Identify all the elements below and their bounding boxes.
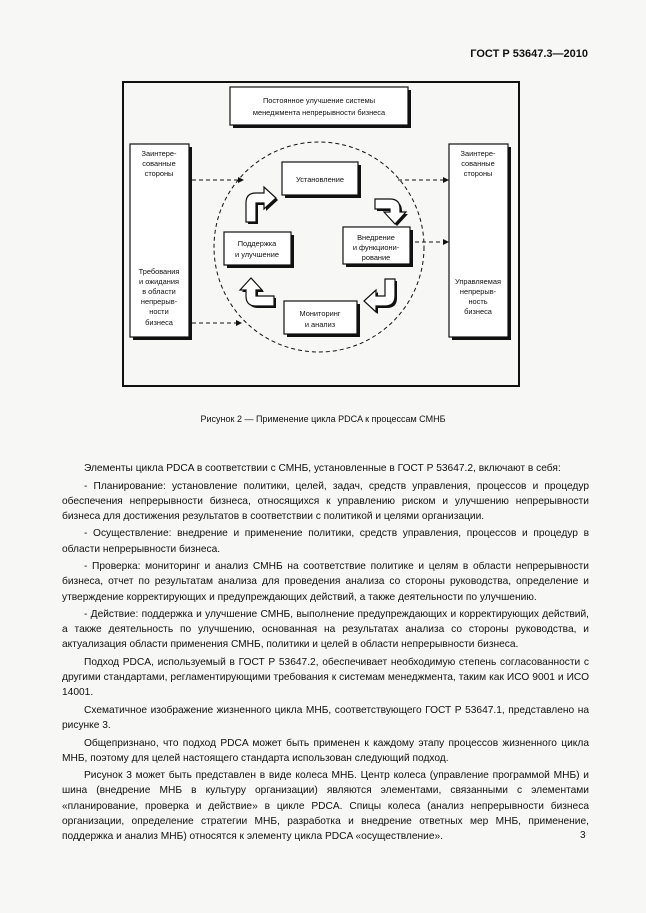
page-number: 3 (580, 830, 586, 841)
step-establish-label: Установление (296, 175, 344, 184)
step-implement-line-2: и функциони- (352, 243, 400, 252)
body-text (62, 461, 589, 847)
left-box-bottom-line-6: бизнеса (145, 318, 173, 327)
paragraph: Общепризнано, что подход PDCA может быть применен к каждому этапу процессов жизненного цикла МНБ, поэтому для целей настоящего стандарта использован следующий подход. (62, 737, 589, 764)
left-box-top-line-1: Заинтере- (141, 149, 177, 158)
paragraph: Схематичное изображение жизненного цикла МНБ, соответствующего ГОСТ Р 53647.1, представлено на рисунке 3. (62, 704, 589, 732)
right-box-bottom-line-1: Управляемая (455, 277, 501, 286)
step-maintain-box (224, 232, 291, 265)
title-box (230, 87, 408, 125)
left-bottom-connector-arrowhead (236, 320, 242, 326)
right-box-bottom-line-4: бизнеса (464, 307, 492, 316)
document-header: ГОСТ Р 53647.3—2010 (470, 48, 588, 60)
arrow-establish-to-implement (375, 199, 408, 226)
right-box-top-line-2: сованные (461, 159, 495, 168)
step-maintain-line-2: и улучшение (235, 250, 279, 259)
paragraph: Подход PDCA, используемый в ГОСТ Р 53647.2, обеспечивает необходимую степень согласованности с другими стандартами, регламентирующими требования к системам менеджмента, таким как ИСО 9001 и ИСО 14001. (62, 656, 589, 699)
step-implement-line-1: Внедрение (357, 233, 395, 242)
left-box-bottom-line-3: в области (142, 287, 176, 296)
arrow-monitor-to-maintain (240, 278, 276, 308)
right-box-bottom-line-3: ность (468, 297, 488, 306)
arrow-maintain-to-establish (246, 187, 278, 224)
paragraph: - Планирование: установление политики, целей, задач, средств управления, процессов и процедур обеспечения непрерывности бизнеса, относящихся к управлению риском и улучшению непрерывности бизнеса для достижения результатов в соответствии с политикой и целями организации. (62, 480, 589, 522)
paragraph: - Осуществление: внедрение и применение политики, средств управления, процессов и процедур в области непрерывности бизнеса. (62, 528, 589, 555)
paragraph: - Проверка: мониторинг и анализ СМНБ на соответствие политике и целям в области непрерывности бизнеса, отчет по результатам анализа для проведения анализа со стороны руководства, определение и утверждение корректирующих и предупреждающих действий, а также деятельности по улучшению. (62, 561, 589, 603)
step-maintain-line-1: Поддержка (237, 239, 277, 248)
paragraph: Элементы цикла PDCA в соответствии с СМНБ, установленные в ГОСТ Р 53647.2, включают в себя: (84, 463, 561, 474)
paragraph: - Действие: поддержка и улучшение СМНБ, выполнение предупреждающих и корректирующих действий, а также деятельность по улучшению, основанная на результатах анализа со стороны руководства, и актуализация области применения СМНБ, политики и целей в области непрерывности бизнеса. (62, 609, 589, 651)
right-box-top-line-3: стороны (463, 169, 493, 178)
figure-caption: Рисунок 2 — Применение цикла PDCA к процессам СМНБ (200, 414, 446, 424)
step-monitor-line-1: Мониторинг (299, 309, 341, 318)
right-top-connector-arrowhead (443, 177, 449, 183)
left-box-top-line-2: сованные (142, 159, 176, 168)
paragraph: Рисунок 3 может быть представлен в виде колеса МНБ. Центр колеса (управление программой МНБ) и шина (внедрение МНБ в культуру организации) являются элементами, связанными с элементами «планирование, проверка и действие» в цикле PDCA. Спицы колеса (анализ непрерывности бизнеса организации, определение стратегии МНБ, разработка и внедрение ответных мер МНБ, применение, поддержка и анализ МНБ) относятся к элементу цикла PDCA «осуществление». (62, 770, 589, 843)
step-monitor-line-2: и анализ (304, 320, 336, 329)
left-box-bottom-line-5: ности (149, 307, 169, 316)
left-box-bottom-line-4: непрерыв- (140, 297, 178, 306)
title-box-line-1: Постоянное улучшение системы (262, 96, 376, 105)
arrow-implement-to-monitor (364, 279, 397, 314)
step-implement-line-3: рование (361, 253, 391, 262)
right-box-bottom-line-2: непрерыв- (459, 287, 497, 296)
left-box-bottom-line-2: и ожидания (139, 277, 179, 286)
right-box-top-line-1: Заинтере- (460, 149, 496, 158)
left-box-bottom-line-1: Требования (138, 267, 180, 276)
right-mid-connector-arrowhead (443, 239, 449, 245)
title-box-line-2: менеджмента непрерывности бизнеса (252, 108, 386, 117)
left-box-top-line-3: стороны (144, 169, 174, 178)
left-top-connector-arrowhead (238, 177, 244, 183)
